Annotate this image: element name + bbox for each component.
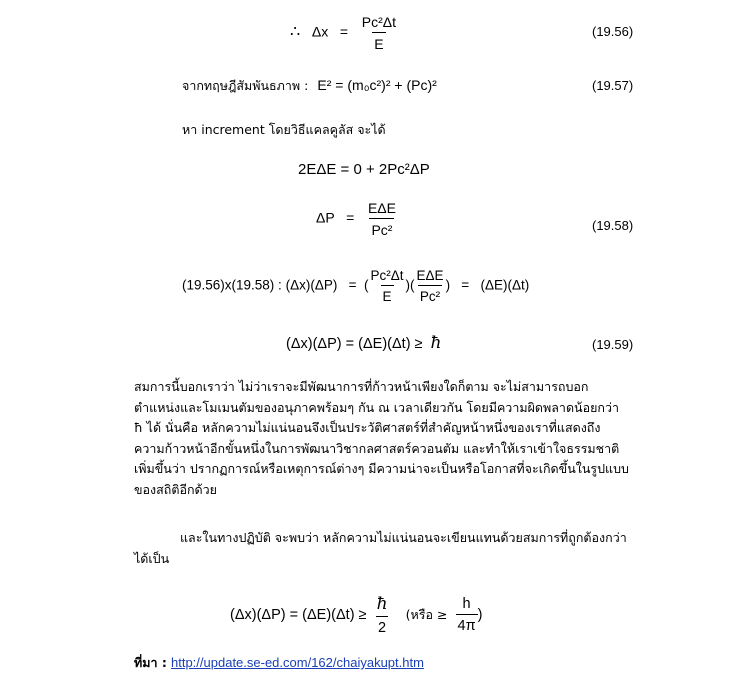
fraction-2	[415, 268, 446, 304]
paragraph-line: ความก้าวหน้าอีกขั้นหนึ่งในการพัฒนาวิชากลศาสตร์ควอนตัม และทำให้เราเข้าใจธรรมชาติ	[134, 440, 620, 456]
or-label: (หรือ ≥	[405, 606, 448, 622]
increment-line: หา increment โดยวิธีแคลคูลัส จะได้	[182, 122, 386, 137]
product-equation: (19.56)x(19.58) : (Δx)(ΔP) = ( $\frac{\text{Pc²Δt}}{E}$ )( $\frac{\text{EΔE}}{\text{Pc²}}$ ) = (ΔE)(Δt)	[182, 268, 530, 304]
paragraph-line: ตำแหน่งและโมเมนตัมของอนุภาคพร้อมๆ กัน ณ เวลาเดียวกัน โดยมีความผิดพลาดน้อยกว่า	[134, 399, 620, 415]
fraction-1	[369, 268, 406, 304]
equation-fraction	[360, 14, 398, 52]
source-label: ที่มา :	[134, 655, 167, 670]
equation-rhs: (ΔE)(Δt)	[480, 277, 530, 293]
equation-expression: E² = (m₀c²)² + (Pc)²	[317, 77, 437, 93]
fraction-numerator: Pc²Δt	[361, 14, 396, 30]
fraction-denominator: 2	[376, 616, 388, 636]
fraction-h-over-4pi	[456, 596, 478, 634]
therefore-symbol: ∴	[290, 23, 301, 41]
equation-19-58: ΔP = $\frac{\text{EΔE}}{\text{Pc²}}$	[316, 200, 396, 238]
equation-expression: (Δx)(ΔP) = (ΔE)(Δt) ≥	[286, 336, 423, 352]
equation-number-19-56: (19.56)	[592, 24, 634, 39]
equation-label: จากทฤษฎีสัมพันธภาพ :	[182, 78, 309, 93]
equation-number-19-57: (19.57)	[592, 78, 634, 93]
equation-19-56: ∴ Δx = $\frac{\text{Pc²Δt}}{E}$	[290, 14, 396, 52]
fraction-denominator: Pc²	[369, 218, 394, 238]
explanation-paragraph	[134, 377, 664, 500]
equation-expression: (Δx)(ΔP) = (ΔE)(Δt) ≥	[230, 606, 367, 623]
fraction-denominator: 4π	[456, 614, 478, 634]
fraction-numerator: EΔE	[367, 200, 396, 216]
equation-19-59	[286, 333, 442, 353]
fraction-numerator: EΔE	[416, 268, 444, 283]
source-link[interactable]: http://update.se-ed.com/162/chaiyakupt.htm	[171, 655, 424, 670]
fraction-numerator: ħ	[376, 594, 388, 614]
fraction-numerator: h	[462, 596, 471, 612]
fraction-hbar-over-2	[375, 594, 390, 636]
equation-label: (19.56)x(19.58) :	[182, 277, 282, 293]
equation-lhs: Δx	[311, 23, 329, 40]
fraction-denominator: E	[372, 32, 385, 52]
fraction-denominator: E	[381, 285, 394, 304]
equation-19-57	[182, 75, 437, 96]
paragraph-line: สมการนี้บอกเราว่า ไม่ว่าเราจะมีพัฒนาการที่ก้าวหน้าเพียงใดก็ตาม จะไม่สามารถบอก	[134, 379, 589, 394]
paragraph-line: และในทางปฏิบัติ จะพบว่า หลักความไม่แน่นอนจะเขียนแทนด้วยสมการที่ถูกต้องกว่า	[180, 530, 627, 545]
paragraph-line: ħ ได้ นั่นคือ หลักความไม่แน่นอนจึงเป็นประวัติศาสตร์ที่สำคัญหน้าหนึ่งของเราที่แสดงถึง	[134, 420, 601, 435]
paragraph-line: ได้เป็น	[134, 550, 170, 566]
practice-paragraph	[134, 528, 664, 569]
hbar-symbol: ħ	[430, 333, 442, 353]
paragraph-line: ของสถิติอีกด้วย	[134, 481, 218, 497]
equation-number-19-59: (19.59)	[592, 337, 634, 352]
equation-lhs: (Δx)(ΔP)	[285, 277, 338, 293]
equation-lhs: ΔP	[316, 209, 335, 226]
equation-fraction	[366, 200, 398, 238]
paragraph-line: เพิ่มขึ้นว่า ปรากฏการณ์หรือเหตุการณ์ต่างๆ มีความน่าจะเป็นหรือโอกาสที่จะเกิดขึ้นในรูปแบบ	[134, 461, 629, 476]
fraction-denominator: Pc²	[418, 285, 442, 304]
final-equation	[230, 594, 482, 636]
differential-equation: 2EΔE = 0 + 2Pc²ΔP	[298, 161, 430, 178]
equation-number-19-58: (19.58)	[592, 218, 634, 233]
fraction-numerator: Pc²Δt	[370, 268, 404, 283]
source-line	[134, 653, 424, 673]
closing-paren: )	[477, 606, 483, 623]
